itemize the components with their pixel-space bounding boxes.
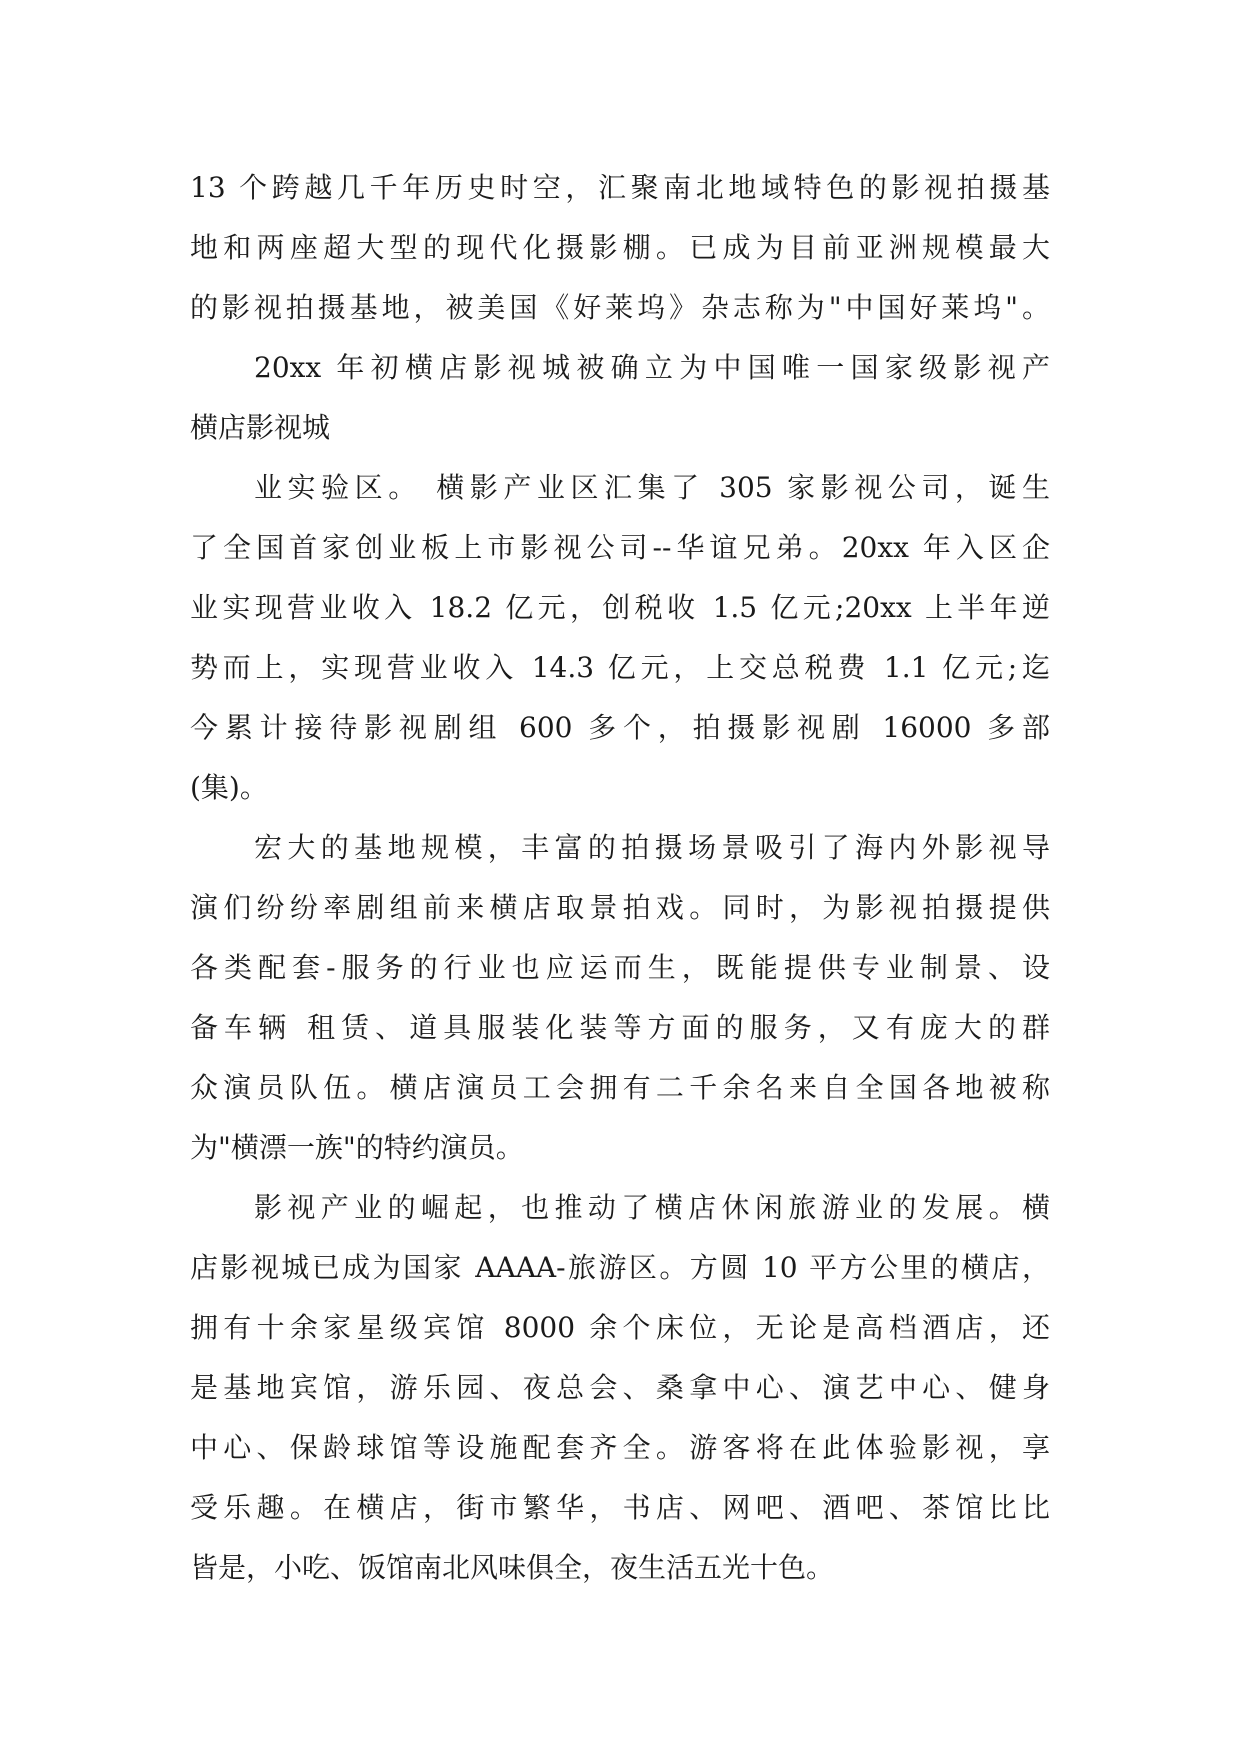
text-line: 影视产业的崛起，也推动了横店休闲旅游业的发展。横 (254, 1191, 1050, 1224)
text-line: 中心、保龄球馆等设施配套齐全。游客将在此体验影视，享 (190, 1431, 1050, 1464)
text-line: 今累计接待影视剧组 600 多个，拍摄影视剧 16000 多部 (190, 711, 1050, 744)
text-line: 了全国首家创业板上市影视公司--华谊兄弟。20xx 年入区企 (190, 531, 1050, 564)
text-line: 业实验区。 横影产业区汇集了 305 家影视公司，诞生 (254, 471, 1050, 504)
text-line: 受乐趣。在横店，街市繁华，书店、网吧、酒吧、茶馆比比 (190, 1491, 1050, 1524)
text-line: 店影视城已成为国家 AAAA-旅游区。方圆 10 平方公里的横店， (190, 1251, 1050, 1284)
text-line: 拥有十余家星级宾馆 8000 余个床位，无论是高档酒店，还 (190, 1311, 1050, 1344)
text-line: 众演员队伍。横店演员工会拥有二千余名来自全国各地被称 (190, 1071, 1050, 1104)
text-line: 备车辆 租赁、道具服装化装等方面的服务，又有庞大的群 (190, 1011, 1050, 1044)
text-line: 13 个跨越几千年历史时空，汇聚南北地域特色的影视拍摄基 (190, 171, 1050, 204)
text-line: 演们纷纷率剧组前来横店取景拍戏。同时，为影视拍摄提供 (190, 891, 1050, 924)
document-body (190, 158, 1050, 1598)
text-line: 业实现营业收入 18.2 亿元，创税收 1.5 亿元;20xx 上半年逆 (190, 591, 1050, 624)
text-line: 地和两座超大型的现代化摄影棚。已成为目前亚洲规模最大 (190, 231, 1050, 264)
text-line: 势而上，实现营业收入 14.3 亿元，上交总税费 1.1 亿元;迄 (190, 651, 1050, 684)
text-line: (集)。 (190, 771, 268, 804)
text-line: 是基地宾馆，游乐园、夜总会、桑拿中心、演艺中心、健身 (190, 1371, 1050, 1404)
text-line: 为"横漂一族"的特约演员。 (190, 1131, 524, 1164)
text-line: 宏大的基地规模，丰富的拍摄场景吸引了海内外影视导 (254, 831, 1050, 864)
text-line: 横店影视城 (190, 411, 331, 444)
text-line: 皆是，小吃、饭馆南北风味俱全，夜生活五光十色。 (190, 1551, 835, 1584)
text-line: 的影视拍摄基地，被美国《好莱坞》杂志称为"中国好莱坞"。 (190, 291, 1050, 324)
text-line: 各类配套-服务的行业也应运而生，既能提供专业制景、设 (190, 951, 1050, 984)
text-line: 20xx 年初横店影视城被确立为中国唯一国家级影视产 (254, 351, 1050, 384)
